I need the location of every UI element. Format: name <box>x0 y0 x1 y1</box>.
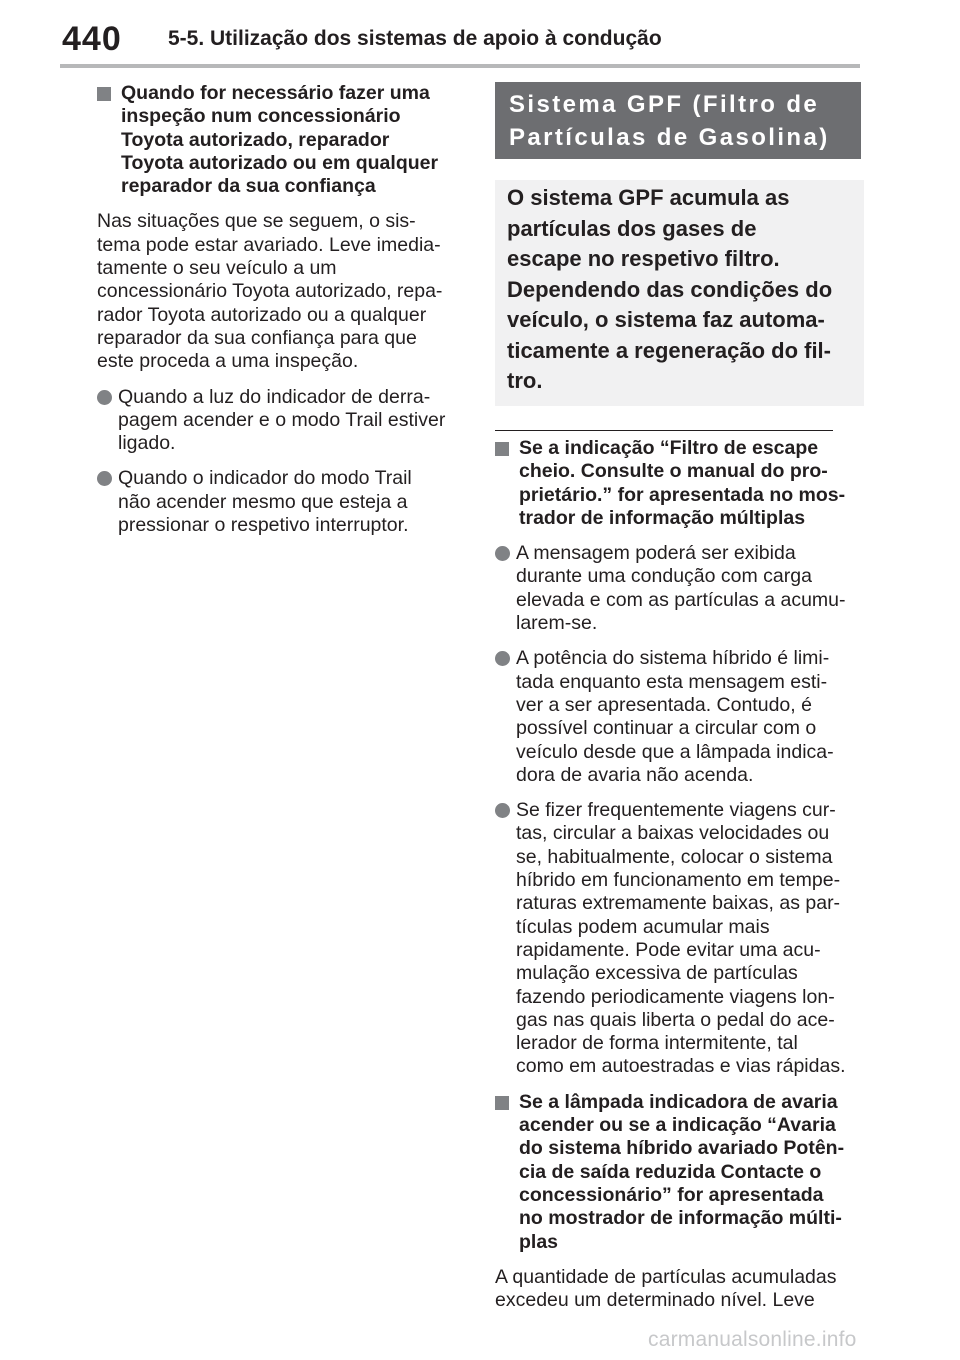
summary-line: partículas dos gases de <box>507 215 757 241</box>
bullet-line: lerador de forma intermitente, tal <box>516 1032 798 1055</box>
paragraph-inspection <box>97 210 467 373</box>
bullet-line: gas nas quais liberta o pedal do ace- <box>516 1008 835 1031</box>
round-bullet-icon <box>97 471 112 486</box>
bullet-line: fazendo periodicamente viagens lon- <box>516 985 835 1008</box>
bullet-line: Quando a luz do indicador de derra- <box>118 385 431 408</box>
round-bullet-icon <box>495 546 510 561</box>
list-item <box>495 647 865 787</box>
right-column <box>495 82 865 1324</box>
subheading-line: acender ou se a indicação “Avaria <box>519 1114 836 1137</box>
gpf-title-line: Sistema GPF (Filtro de <box>509 91 820 118</box>
bullet-line: ligado. <box>118 432 176 455</box>
subheading-line: prietário.” for apresentada no mos- <box>519 483 846 506</box>
bullet-line: não acender mesmo que esteja a <box>118 490 408 513</box>
subheading-line: do sistema híbrido avariado Potên- <box>519 1137 845 1160</box>
list-item <box>495 542 865 635</box>
bullet-line: mulação excessiva de partículas <box>516 962 798 985</box>
header-divider <box>60 64 860 68</box>
bullet-line: Se fizer frequentemente viagens cur- <box>516 799 836 822</box>
bullet-line: tículas podem acumular mais <box>516 915 770 938</box>
subheading-line: Toyota autorizado, reparador <box>121 128 390 151</box>
summary-line: tro. <box>507 368 543 393</box>
left-column <box>97 82 467 549</box>
paragraph-line: concessionário Toyota autorizado, repa- <box>97 280 443 303</box>
summary-line: ticamente a regeneração do fil- <box>507 337 831 363</box>
bullet-line: como em autoestradas e vias rápidas. <box>516 1055 846 1078</box>
round-bullet-icon <box>495 651 510 666</box>
paragraph-line: A quantidade de partículas acumuladas <box>495 1265 837 1288</box>
paragraph-line: Nas situações que se seguem, o sis- <box>97 210 416 233</box>
bullet-line: tas, circular a baixas velocidades ou <box>516 822 830 845</box>
square-bullet-icon <box>97 87 111 101</box>
square-bullet-icon <box>495 442 509 456</box>
watermark: carmanualsonline.info <box>648 1328 857 1351</box>
square-bullet-icon <box>495 1096 509 1110</box>
bullet-line: possível continuar a circular com o <box>516 717 817 740</box>
bullet-line: tada enquanto esta mensagem esti- <box>516 670 828 693</box>
list-item <box>495 799 865 1079</box>
bullet-line: híbrido em funcionamento em tempe- <box>516 869 841 892</box>
subheading-line: concessionário” for apresentada <box>519 1183 824 1206</box>
bullet-line: larem-se. <box>516 612 598 635</box>
paragraph-line: tema pode estar avariado. Leve imedia- <box>97 233 441 256</box>
section-title: 5-5. Utilização dos sistemas de apoio à condução <box>168 27 662 50</box>
subheading-line: Toyota autorizado ou em qualquer <box>121 151 439 174</box>
bullet-line: A potência do sistema híbrido é limi- <box>516 647 830 670</box>
summary-line: Dependendo das condições do <box>507 276 833 302</box>
subheading-filter-full <box>495 437 865 530</box>
paragraph-line: reparador da sua confiança para que <box>97 326 417 349</box>
gpf-title-line: Partículas de Gasolina) <box>509 124 830 151</box>
gpf-summary-box <box>495 180 864 406</box>
list-item <box>97 386 467 456</box>
subheading-line: cia de saída reduzida Contacte o <box>519 1160 822 1183</box>
subheading-line: no mostrador de informação múlti- <box>519 1207 842 1230</box>
subheading-line: inspeção num concessionário <box>121 105 401 128</box>
subheading-line: plas <box>519 1230 559 1253</box>
paragraph-line: rador Toyota autorizado ou a qualquer <box>97 303 427 326</box>
subheading-line: reparador da sua confiança <box>121 175 376 198</box>
subheading-malfunction-lamp <box>495 1091 865 1254</box>
summary-line: veículo, o sistema faz automa- <box>507 307 825 332</box>
round-bullet-icon <box>97 390 112 405</box>
page-header <box>0 0 960 70</box>
bullet-line: dora de avaria não acenda. <box>516 763 754 786</box>
subheading-line: Se a lâmpada indicadora de avaria <box>519 1090 838 1113</box>
page-number: 440 <box>62 20 122 58</box>
bullet-line: raturas extremamente baixas, as par- <box>516 892 841 915</box>
bullet-line: veículo desde que a lâmpada indica- <box>516 740 834 763</box>
list-item <box>97 467 467 537</box>
round-bullet-icon <box>495 803 510 818</box>
section-divider <box>495 430 833 431</box>
bullet-line: durante uma condução com carga <box>516 565 812 588</box>
summary-line: O sistema GPF acumula as <box>507 185 790 210</box>
paragraph-line: este proceda a uma inspeção. <box>97 350 359 373</box>
subheading-line: Quando for necessário fazer uma <box>121 82 430 104</box>
bullet-line: Quando o indicador do modo Trail <box>118 467 412 490</box>
bullet-line: pagem acender e o modo Trail estiver <box>118 408 446 431</box>
bullet-line: A mensagem poderá ser exibida <box>516 542 796 565</box>
bullet-line: se, habitualmente, colocar o sistema <box>516 845 833 868</box>
summary-line: escape no respetivo filtro. <box>507 246 780 271</box>
gpf-title-box <box>495 82 861 159</box>
paragraph-line: tamente o seu veículo a um <box>97 257 337 280</box>
paragraph-particles <box>495 1266 865 1313</box>
bullet-line: elevada e com as partículas a acumu- <box>516 588 846 611</box>
subheading-line: cheio. Consulte o manual do pro- <box>519 460 828 483</box>
bullet-line: rapidamente. Pode evitar uma acu- <box>516 938 821 961</box>
subheading-line: trador de informação múltiplas <box>519 506 806 529</box>
bullet-line: pressionar o respetivo interruptor. <box>118 514 409 537</box>
paragraph-line: excedeu um determinado nível. Leve <box>495 1289 815 1312</box>
bullet-line: ver a ser apresentada. Contudo, é <box>516 693 812 716</box>
subheading-line: Se a indicação “Filtro de escape <box>519 437 819 459</box>
subheading-inspection <box>97 82 467 198</box>
